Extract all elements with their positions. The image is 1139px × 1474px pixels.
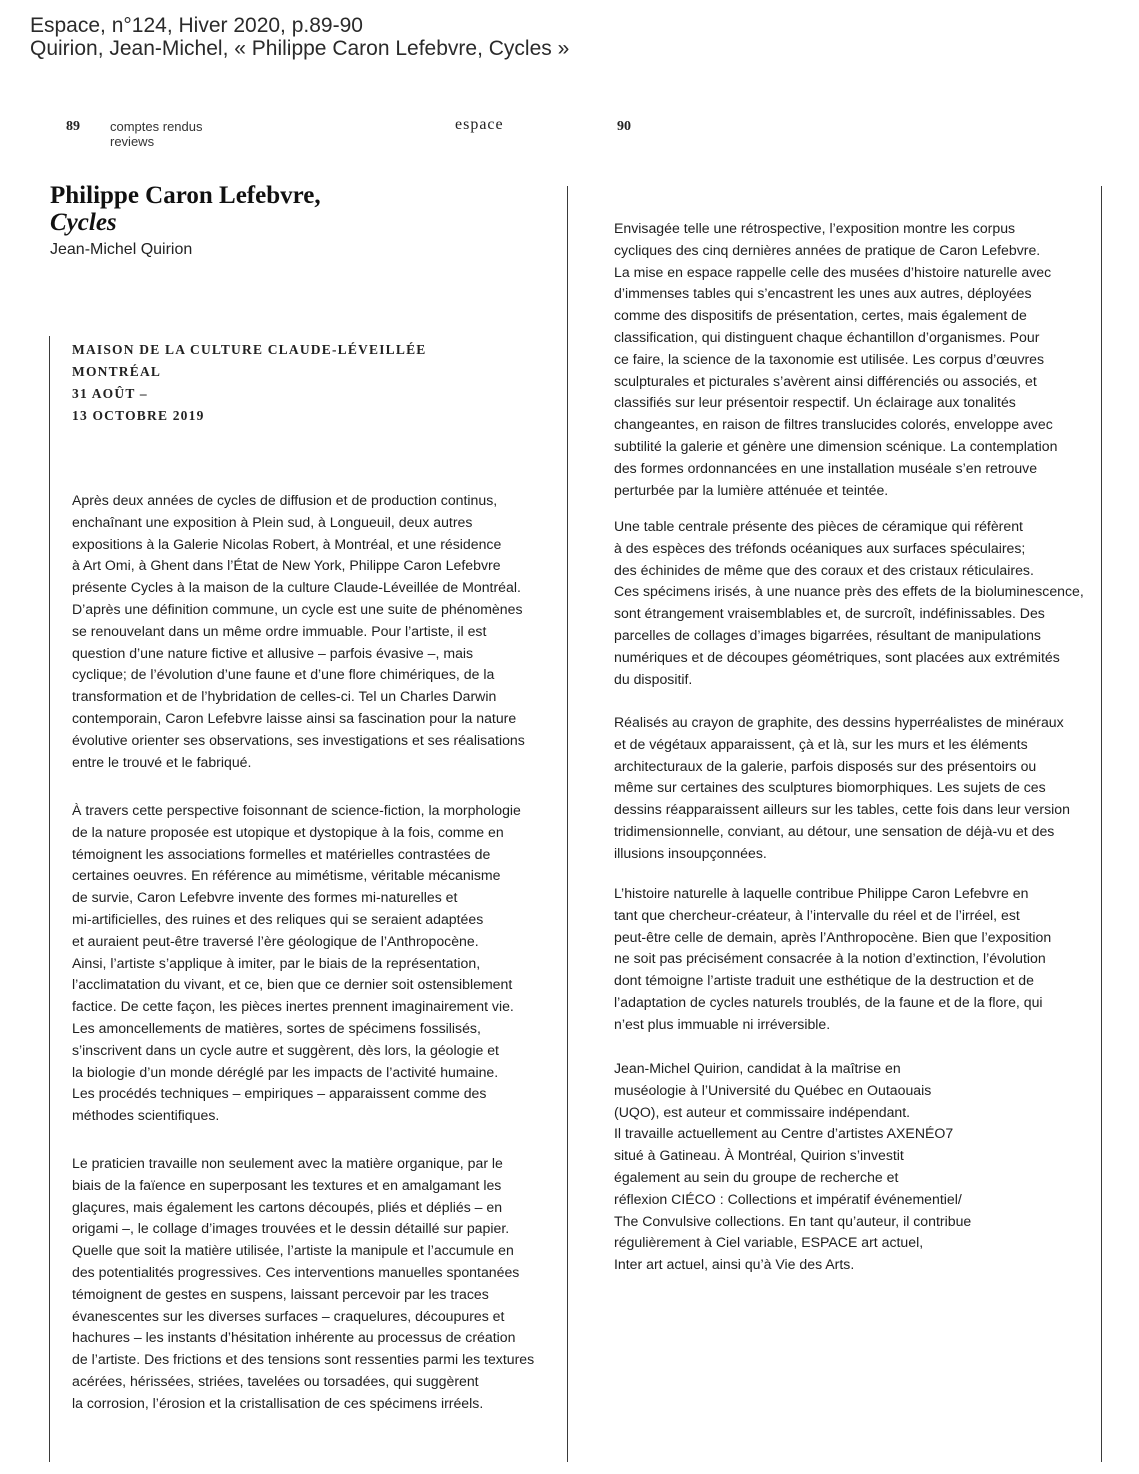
text-line: la corrosion, l’érosion et la cristallisation de ces spécimens irréels. — [72, 1394, 484, 1411]
text-line: et de végétaux apparaissent, çà et là, sur les murs et les éléments — [614, 735, 1028, 752]
column-rule — [1101, 186, 1102, 1462]
text-line: sont étrangement vraisemblables et, de surcroît, indéfinissables. Des — [614, 605, 1045, 622]
text-line: peut-être celle de demain, après l’Anthropocène. Bien que l’exposition — [614, 928, 1052, 945]
text-line: biais de la faïence en superposant les textures et en amalgamant les — [72, 1176, 502, 1193]
section-label-fr: comptes rendus — [110, 119, 203, 134]
text-line: cycliques des cinq dernières années de pratique de Caron Lefebvre. — [614, 241, 1041, 258]
article-title — [50, 182, 321, 236]
section-label — [110, 119, 203, 149]
text-line: de survie, Caron Lefebvre invente des formes mi-naturelles et — [72, 889, 458, 906]
text-line: enchaînant une exposition à Plein sud, à Longueuil, deux autres — [72, 513, 473, 530]
magazine-masthead: espace — [455, 116, 504, 133]
text-line: architecturaux de la galerie, parfois disposés sur des présentoirs ou — [614, 757, 1037, 774]
venue-line: MONTRÉAL — [72, 364, 162, 379]
text-line: Les amoncellements de matières, sortes de spécimens fossilisés, — [72, 1019, 481, 1036]
body-paragraph — [72, 490, 525, 773]
text-line: ce faire, la science de la taxonomie est utilisée. Les corpus d’œuvres — [614, 350, 1045, 367]
text-line: la biologie d’un monde déréglé par les impacts de l’activité humaine. — [72, 1063, 499, 1080]
text-line: l’adaptation de cycles naturels troublés, de la faune et de la flore, qui — [614, 993, 1043, 1010]
text-line: présente Cycles à la maison de la culture Claude-Léveillée de Montréal. — [72, 579, 521, 596]
text-line: changeantes, en raison de filtres translucides colorés, enveloppe avec — [614, 416, 1053, 433]
text-line: Après deux années de cycles de diffusion et de production continus, — [72, 492, 498, 508]
text-line: et auraient peut-être traversé l’ère géologique de l’Anthropocène. — [72, 932, 479, 949]
section-label-en: reviews — [110, 134, 155, 149]
text-line: témoignent les associations formelles et matérielles contrastées de — [72, 845, 491, 862]
body-paragraph — [614, 883, 1051, 1036]
text-line: s’inscrivent dans un cycle autre et suggèrent, dès lors, la géologie et — [72, 1041, 499, 1058]
text-line: l’acclimatation du vivant, et ce, bien que ce dernier soit ostensiblement — [72, 976, 513, 993]
right-page-number: 90 — [617, 119, 631, 134]
text-line: des échinides de même que des coraux et des cristaux réticulaires. — [614, 561, 1034, 578]
text-line: Une table centrale présente des pièces de céramique qui réfèrent — [614, 518, 1023, 534]
text-line: Jean-Michel Quirion, candidat à la maîtrise en — [614, 1060, 901, 1076]
body-paragraph — [614, 218, 1057, 501]
column-rule — [567, 186, 568, 1462]
text-line: The Convulsive collections. En tant qu’auteur, il contribue — [614, 1212, 972, 1229]
text-line: du dispositif. — [614, 670, 693, 687]
text-line: dessins réapparaissent ailleurs sur les tables, cette fois dans leur version — [614, 801, 1070, 818]
text-line: témoignent de gestes en suspens, laissant percevoir par les traces — [72, 1285, 489, 1302]
text-line: muséologie à l’Université du Québec en Outaouais — [614, 1081, 932, 1098]
body-paragraph — [72, 800, 521, 1127]
text-line: situé à Gatineau. À Montréal, Quirion s’investit — [614, 1147, 904, 1164]
text-line: tridimensionnelle, conviant, au détour, une sensation de déjà-vu et des — [614, 822, 1055, 839]
text-line: ne soit pas précisément consacrée à la notion d’extinction, l’évolution — [614, 950, 1046, 967]
text-line: transformation et de l’hybridation de celles-ci. Tel un Charles Darwin — [72, 688, 497, 705]
text-line: hachures – les instants d’hésitation inhérente au processus de création — [72, 1329, 516, 1346]
text-line: glaçures, mais également les cartons découpés, pliés et dépliés – en — [72, 1198, 503, 1215]
citation-line: Espace, n°124, Hiver 2020, p.89-90 — [30, 14, 363, 37]
text-line: se renouvelant dans un même ordre immuable. Pour l’artiste, il est — [72, 622, 487, 639]
text-line: numériques et de découpes géométriques, sont placées aux extrémités — [614, 648, 1060, 665]
text-line: classifiés sur leur présentoir respectif. Un éclairage aux tonalités — [614, 394, 1016, 411]
text-line: même sur certaines des sculptures biomorphiques. Les sujets de ces — [614, 779, 1046, 796]
venue-block — [72, 339, 426, 427]
author-bio — [614, 1058, 971, 1276]
text-line: entre le trouvé et le fabriqué. — [72, 753, 252, 770]
text-line: origami –, le collage d’images trouvées et le dessin détaillé sur papier. — [72, 1220, 510, 1237]
text-line: La mise en espace rappelle celle des musées d’histoire naturelle avec — [614, 263, 1052, 280]
article-author: Jean-Michel Quirion — [50, 241, 193, 258]
column-rule — [49, 336, 50, 1462]
text-line: L’histoire naturelle à laquelle contribue Philippe Caron Lefebvre en — [614, 885, 1029, 901]
citation-line: Quirion, Jean-Michel, « Philippe Caron Lefebvre, Cycles » — [30, 37, 570, 60]
article-title-exhibition: Cycles — [50, 209, 117, 236]
body-paragraph — [614, 516, 1084, 690]
text-line: question d’une nature fictive et allusive – parfois évasive –, mais — [72, 644, 474, 661]
text-line: Envisagée telle une rétrospective, l’exposition montre les corpus — [614, 220, 1016, 236]
text-line: parcelles de collages d’images bigarrées, résultant de manipulations — [614, 626, 1041, 643]
text-line: (UQO), est auteur et commissaire indépendant. — [614, 1103, 911, 1120]
citation-header — [30, 14, 569, 60]
text-line: n’est plus immuable ni irréversible. — [614, 1015, 831, 1032]
text-line: comme des dispositifs de présentation, certes, mais également de — [614, 307, 1027, 324]
text-line: évanescentes sur les diverses surfaces – craquelures, découpures et — [72, 1307, 505, 1324]
text-line: à Art Omi, à Ghent dans l’État de New York, Philippe Caron Lefebvre — [72, 557, 501, 574]
text-line: des potentialités progressives. Ces interventions manuelles spontanées — [72, 1263, 520, 1280]
text-line: Il travaille actuellement au Centre d’artistes AXENÉO7 — [614, 1125, 954, 1142]
venue-line: MAISON DE LA CULTURE CLAUDE-LÉVEILLÉE — [72, 342, 427, 357]
text-line: évolutive orienter ses observations, ses investigations et ses réalisations — [72, 731, 525, 748]
body-paragraph — [614, 712, 1070, 865]
text-line: dont témoigne l’artiste traduit une esthétique de la destruction et de — [614, 972, 1034, 989]
text-line: Inter art actuel, ainsi qu’à Vie des Arts. — [614, 1256, 855, 1273]
text-line: subtilité la galerie et génère une dimension scénique. La contemplation — [614, 437, 1058, 454]
text-line: classification, qui distinguent chaque échantillon d’organismes. Pour — [614, 328, 1040, 345]
text-line: d’immenses tables qui s’encastrent les unes aux autres, déployées — [614, 285, 1032, 302]
text-line: Quelle que soit la matière utilisée, l’artiste la manipule et l’accumule en — [72, 1242, 514, 1259]
text-line: de la nature proposée est utopique et dystopique à la fois, comme en — [72, 823, 504, 840]
text-line: Les procédés techniques – empiriques – apparaissent comme des — [72, 1085, 487, 1102]
text-line: illusions insoupçonnées. — [614, 844, 767, 861]
text-line: factice. De cette façon, les pièces inertes prennent imaginairement vie. — [72, 998, 514, 1015]
text-line: Réalisés au crayon de graphite, des dessins hyperréalistes de minéraux — [614, 714, 1064, 730]
text-line: Ainsi, l’artiste s’applique à imiter, par le biais de la représentation, — [72, 954, 481, 971]
venue-line: 13 OCTOBRE 2019 — [72, 408, 205, 423]
text-line: des formes ordonnancées en une installation muséale s’en retrouve — [614, 459, 1038, 476]
text-line: perturbée par la lumière atténuée et teintée. — [614, 481, 889, 498]
text-line: mi-artificielles, des ruines et des reliques qui se seraient adaptées — [72, 910, 484, 927]
text-line: réflexion CIÉCO : Collections et impératif événementiel/ — [614, 1190, 962, 1207]
text-line: D’après une définition commune, un cycle est une suite de phénomènes — [72, 600, 523, 617]
text-line: sculpturales et picturales s’avèrent ainsi différenciés ou associés, et — [614, 372, 1037, 389]
text-line: À travers cette perspective foisonnant de science-fiction, la morphologie — [72, 802, 521, 818]
text-line: certaines oeuvres. En référence au mimétisme, véritable mécanisme — [72, 867, 501, 884]
article-title-line: Philippe Caron Lefebvre, — [50, 182, 321, 209]
text-line: Ces spécimens irisés, à une nuance près des effets de la bioluminescence, — [614, 583, 1084, 600]
text-line: contemporain, Caron Lefebvre laisse ainsi sa fascination pour la nature — [72, 709, 517, 726]
text-line: acérées, hérissées, striées, tavelées ou torsadées, qui suggèrent — [72, 1372, 479, 1389]
text-line: également au sein du groupe de recherche et — [614, 1168, 899, 1185]
text-line: expositions à la Galerie Nicolas Robert, à Montréal, et une résidence — [72, 535, 502, 552]
text-line: méthodes scientifiques. — [72, 1107, 220, 1124]
text-line: Le praticien travaille non seulement avec la matière organique, par le — [72, 1155, 503, 1171]
text-line: de l’artiste. Des frictions et des tensions sont ressenties parmi les textures — [72, 1351, 535, 1368]
text-line: à des espèces des tréfonds océaniques aux surfaces spéculaires; — [614, 539, 1026, 556]
text-line: tant que chercheur-créateur, à l’intervalle du réel et de l’irréel, est — [614, 906, 1020, 923]
venue-line: 31 AOÛT – — [72, 386, 148, 401]
left-page-number: 89 — [66, 119, 80, 134]
text-line: cyclique; de l’évolution d’une faune et d’une flore chimériques, de la — [72, 666, 495, 683]
text-line: régulièrement à Ciel variable, ESPACE art actuel, — [614, 1234, 924, 1251]
body-paragraph — [72, 1153, 534, 1415]
